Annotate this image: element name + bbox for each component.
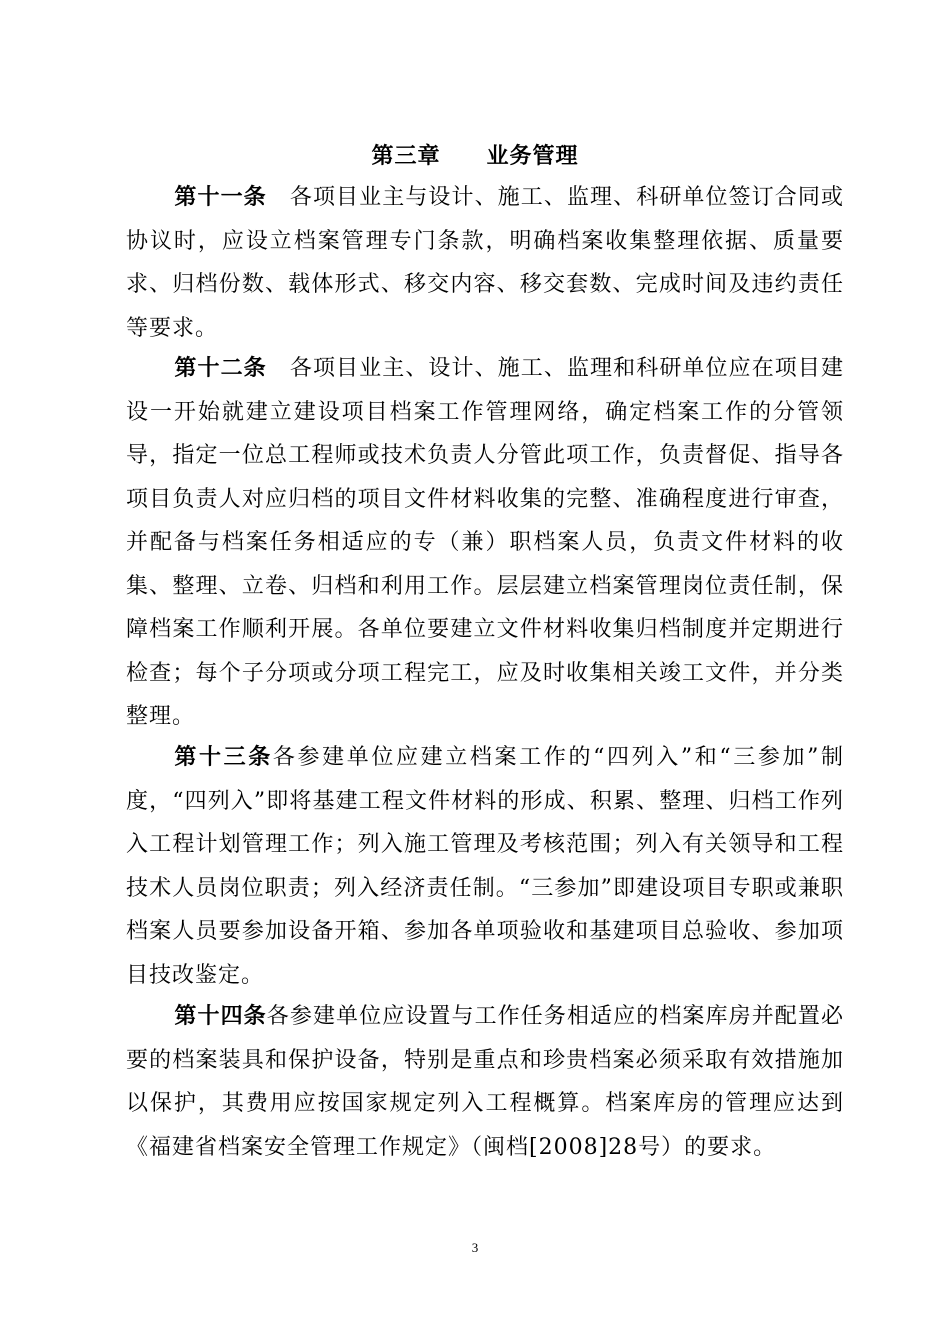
page-number: 3 bbox=[471, 1240, 479, 1255]
article-text: 各参建单位应设置与工作任务相适应的档案库房并配置必要的档案装具和保护设备，特别是重点和珍贵档案必须采取有效措施加以保护，其费用应按国家规定列入工程概算。档案库房的管理应达到《福建省档案安全管理工作规定》（闽档[2008]28号）的要求。 bbox=[126, 1004, 844, 1160]
article-text: 各项目业主、设计、施工、监理和科研单位应在项目建设一开始就建立建设项目档案工作管理网络，确定档案工作的分管领导，指定一位总工程师或技术负责人分管此项工作，负责督促、指导各项目负责人对应归档的项目文件材料收集的完整、准确程度进行审查，并配备与档案任务相适应的专（兼）职档案人员，负责文件材料的收集、整理、立卷、归档和利用工作。层层建立档案管理岗位责任制，保障档案工作顺利开展。各单位要建立文件材料收集归档制度并定期进行检查；每个子分项或分项工程完工，应及时收集相关竣工文件，并分类整理。 bbox=[126, 356, 844, 729]
article-number: 第十四条 bbox=[174, 1004, 267, 1029]
article-number: 第十二条 bbox=[174, 356, 267, 381]
article-14 bbox=[126, 995, 844, 1169]
article-text: 各项目业主与设计、施工、监理、科研单位签订合同或协议时，应设立档案管理专门条款，明确档案收集整理依据、质量要求、归档份数、载体形式、移交内容、移交套数、完成时间及违约责任等要求。 bbox=[126, 185, 844, 341]
article-text: 各参建单位应建立档案工作的“四列入”和“三参加”制度，“四列入”即将基建工程文件材料的形成、积累、整理、归档工作列入工程计划管理工作；列入施工管理及考核范围；列入有关领导和工程技术人员岗位职责；列入经济责任制。“三参加”即建设项目专职或兼职档案人员要参加设备开箱、参加各单项验收和基建项目总验收、参加项目技改鉴定。 bbox=[126, 745, 844, 988]
chapter-title: 第三章 业务管理 bbox=[371, 144, 579, 169]
article-13 bbox=[126, 736, 844, 997]
article-number: 第十一条 bbox=[174, 185, 267, 210]
article-number: 第十三条 bbox=[174, 745, 273, 770]
article-11 bbox=[126, 176, 844, 350]
article-12 bbox=[126, 347, 844, 739]
